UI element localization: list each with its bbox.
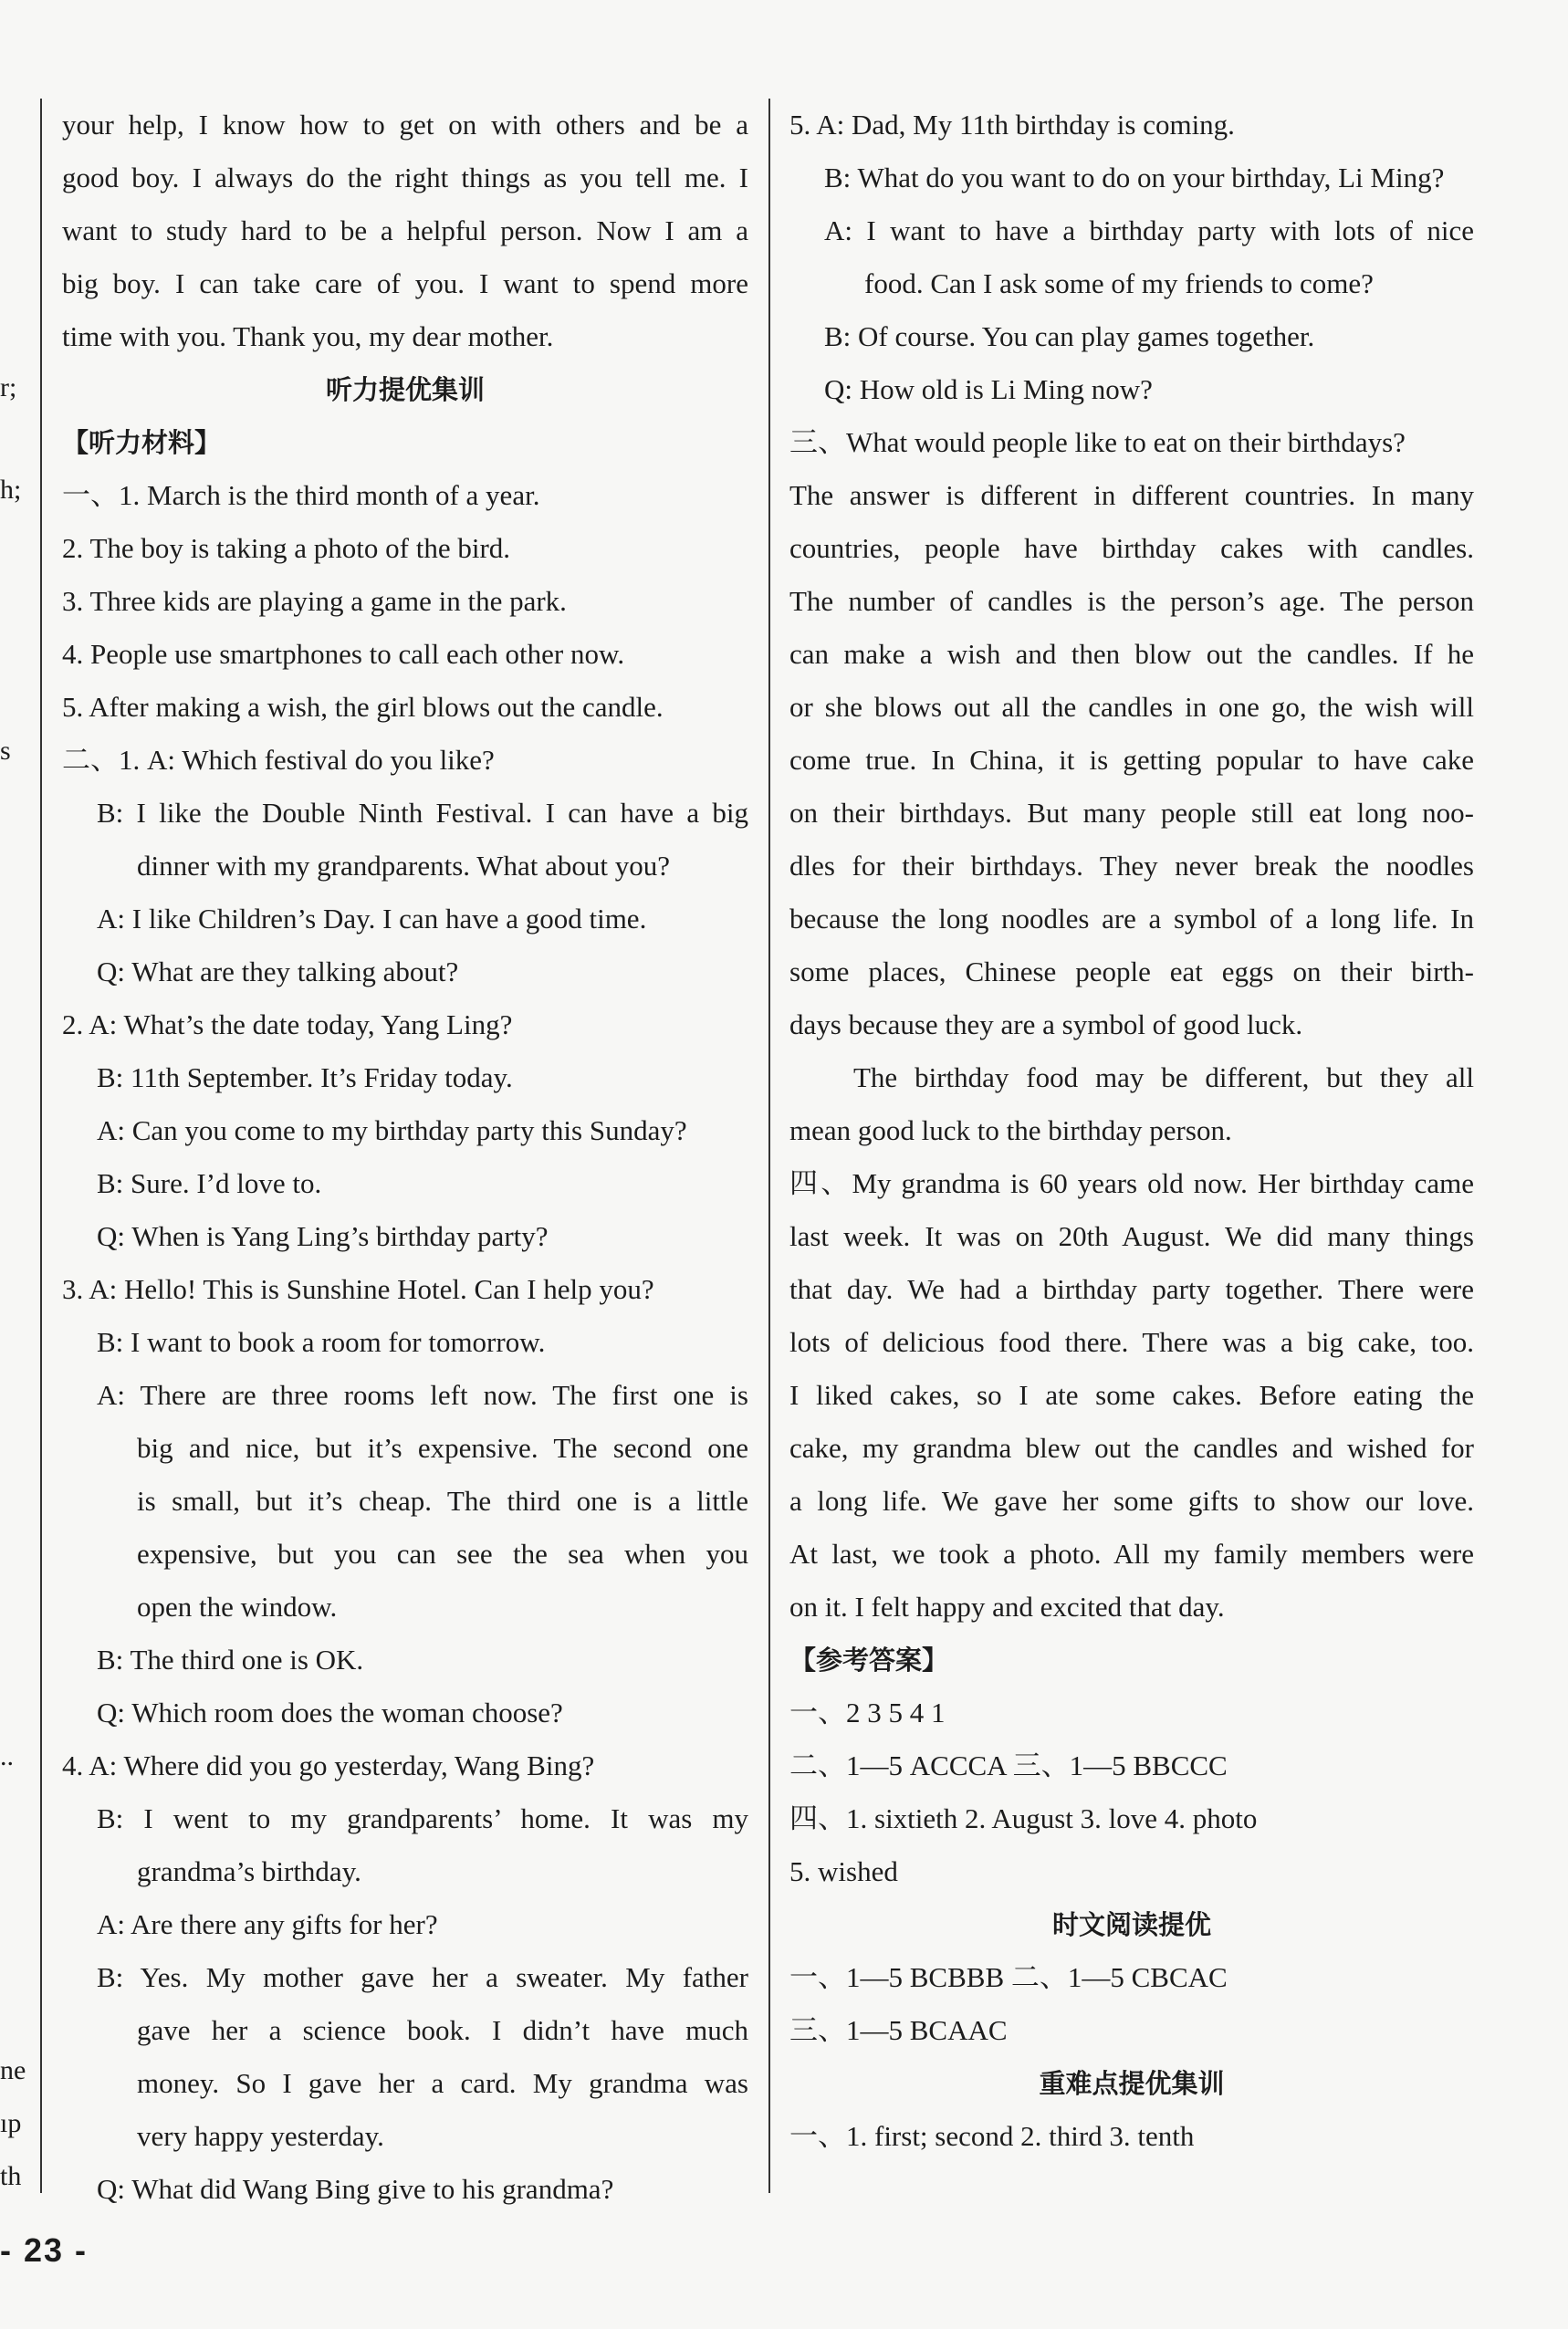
answer-line: 一、2 3 5 4 1: [789, 1697, 946, 1728]
letter-line: want to study hard to be a helpful person. Now I am a: [62, 214, 748, 246]
passage-line: on it. I felt happy and excited that day.: [789, 1591, 1225, 1623]
passage-line: The answer is different in different countries. In many: [789, 479, 1474, 511]
question-line: Q: Which room does the woman choose?: [97, 1697, 563, 1728]
dialogue-line: B: Sure. I’d love to.: [97, 1167, 322, 1199]
question-line: Q: What are they talking about?: [97, 956, 459, 987]
passage-line: countries, people have birthday cakes with candles.: [789, 532, 1474, 564]
passage-line: The birthday food may be different, but they all: [853, 1061, 1474, 1093]
dialogue-line: A: Are there any gifts for her?: [97, 1908, 438, 1940]
dialogue-line: food. Can I ask some of my friends to come?: [864, 267, 1374, 299]
passage-line: mean good luck to the birthday person.: [789, 1114, 1232, 1146]
section-heading-difficult-points: 重难点提优集训: [1039, 2068, 1225, 2099]
passage-line: last week. It was on 20th August. We did many things: [789, 1220, 1474, 1252]
letter-line: your help, I know how to get on with others and be a: [62, 109, 748, 141]
dialogue-line: grandma’s birthday.: [137, 1855, 361, 1887]
dialogue-line: 5. A: Dad, My 11th birthday is coming.: [789, 109, 1235, 141]
dialogue-line: B: Of course. You can play games together.: [824, 320, 1315, 352]
passage-line: days because they are a symbol of good luck.: [789, 1008, 1303, 1040]
part1-item: 3. Three kids are playing a game in the park.: [62, 585, 567, 617]
answer-key-label: 【参考答案】: [789, 1645, 949, 1676]
passage-line: cake, my grandma blew out the candles and wished for: [789, 1432, 1474, 1464]
column-divider: [768, 99, 770, 2193]
dialogue-line: A: There are three rooms left now. The first one is: [97, 1379, 748, 1411]
dialogue-line: expensive, but you can see the sea when you: [137, 1538, 748, 1570]
passage-line: 三、What would people like to eat on their birthdays?: [789, 426, 1406, 458]
passage-line: can make a wish and then blow out the candles. If he: [789, 638, 1474, 670]
question-line: Q: What did Wang Bing give to his grandma?: [97, 2173, 614, 2205]
passage-line: on their birthdays. But many people still eat long noo-: [789, 797, 1474, 829]
dialogue-line: 4. A: Where did you go yesterday, Wang Bing?: [62, 1749, 595, 1781]
section-heading-listening: 听力提优集训: [325, 374, 485, 405]
section-heading-reading: 时文阅读提优: [1051, 1909, 1211, 1940]
left-gutter-rule: [40, 99, 42, 2193]
dialogue-line: B: 11th September. It’s Friday today.: [97, 1061, 513, 1093]
passage-line: a long life. We gave her some gifts to show our love.: [789, 1485, 1474, 1517]
part1-item: 4. People use smartphones to call each other now.: [62, 638, 625, 670]
letter-line: big boy. I can take care of you. I want to spend more: [62, 267, 748, 299]
page-number: - 23 -: [0, 2231, 89, 2269]
answer-line: 二、1—5 ACCCA 三、1—5 BBCCC: [789, 1749, 1228, 1781]
part1-item: 2. The boy is taking a photo of the bird.: [62, 532, 511, 564]
edge-fragment: s: [0, 736, 11, 766]
passage-line: 四、My grandma is 60 years old now. Her birthday came: [789, 1167, 1474, 1199]
edge-fragment: ıp: [0, 2108, 22, 2138]
dialogue-line: B: I want to book a room for tomorrow.: [97, 1326, 546, 1358]
dialogue-line: money. So I gave her a card. My grandma was: [137, 2067, 748, 2099]
dialogue-line: A: Can you come to my birthday party this Sunday?: [97, 1114, 687, 1146]
answer-line: 5. wished: [789, 1855, 898, 1887]
answer-line: 一、1—5 BCBBB 二、1—5 CBCAC: [789, 1961, 1228, 1993]
dialogue-line: B: I went to my grandparents’ home. It was my: [97, 1802, 748, 1834]
dialogue-line: open the window.: [137, 1591, 338, 1623]
dialogue-line: very happy yesterday.: [137, 2120, 384, 2152]
dialogue-line: A: I like Children’s Day. I can have a good time.: [97, 903, 647, 935]
answer-line: 一、1. first; second 2. third 3. tenth: [789, 2120, 1195, 2152]
edge-fragment: th: [0, 2161, 22, 2191]
answer-line: 三、1—5 BCAAC: [789, 2014, 1008, 2046]
question-line: Q: How old is Li Ming now?: [824, 373, 1153, 405]
question-line: Q: When is Yang Ling’s birthday party?: [97, 1220, 549, 1252]
dialogue-line: 二、1. A: Which festival do you like?: [62, 744, 495, 776]
dialogue-line: 3. A: Hello! This is Sunshine Hotel. Can I help you?: [62, 1273, 654, 1305]
edge-fragment: h;: [0, 475, 22, 505]
right-column: [789, 99, 1474, 2163]
passage-line: The number of candles is the person’s age. The person: [789, 585, 1474, 617]
dialogue-line: big and nice, but it’s expensive. The second one: [137, 1432, 748, 1464]
passage-line: because the long noodles are a symbol of a long life. In: [789, 903, 1474, 935]
left-column: [62, 99, 748, 2216]
part1-item: 一、1. March is the third month of a year.: [62, 479, 540, 511]
dialogue-line: B: Yes. My mother gave her a sweater. My father: [97, 1961, 748, 1993]
passage-line: dles for their birthdays. They never break the noodles: [789, 850, 1474, 882]
passage-line: lots of delicious food there. There was a big cake, too.: [789, 1326, 1474, 1358]
passage-line: come true. In China, it is getting popular to have cake: [789, 744, 1474, 776]
passage-line: I liked cakes, so I ate some cakes. Before eating the: [789, 1379, 1474, 1411]
dialogue-line: B: The third one is OK.: [97, 1644, 364, 1676]
passage-line: At last, we took a photo. All my family members were: [789, 1538, 1474, 1570]
passage-line: some places, Chinese people eat eggs on their birth-: [789, 956, 1474, 987]
passage-line: that day. We had a birthday party together. There were: [789, 1273, 1474, 1305]
passage-line: or she blows out all the candles in one go, the wish will: [789, 691, 1474, 723]
dialogue-line: 2. A: What’s the date today, Yang Ling?: [62, 1008, 513, 1040]
edge-fragment: r;: [0, 372, 17, 402]
dialogue-line: dinner with my grandparents. What about you?: [137, 850, 670, 882]
edge-fragment: ..: [0, 1741, 14, 1771]
edge-fragment: ne: [0, 2055, 26, 2085]
listening-material-label: 【听力材料】: [62, 427, 222, 458]
answer-line: 四、1. sixtieth 2. August 3. love 4. photo: [789, 1802, 1258, 1834]
dialogue-line: B: I like the Double Ninth Festival. I can have a big: [97, 797, 748, 829]
letter-line: time with you. Thank you, my dear mother.: [62, 320, 554, 352]
dialogue-line: is small, but it’s cheap. The third one is a little: [137, 1485, 748, 1517]
letter-line: good boy. I always do the right things as you tell me. I: [62, 162, 748, 193]
dialogue-line: B: What do you want to do on your birthday, Li Ming?: [824, 162, 1445, 193]
dialogue-line: gave her a science book. I didn’t have much: [137, 2014, 748, 2046]
dialogue-line: A: I want to have a birthday party with lots of nice: [824, 214, 1474, 246]
part1-item: 5. After making a wish, the girl blows out the candle.: [62, 691, 664, 723]
